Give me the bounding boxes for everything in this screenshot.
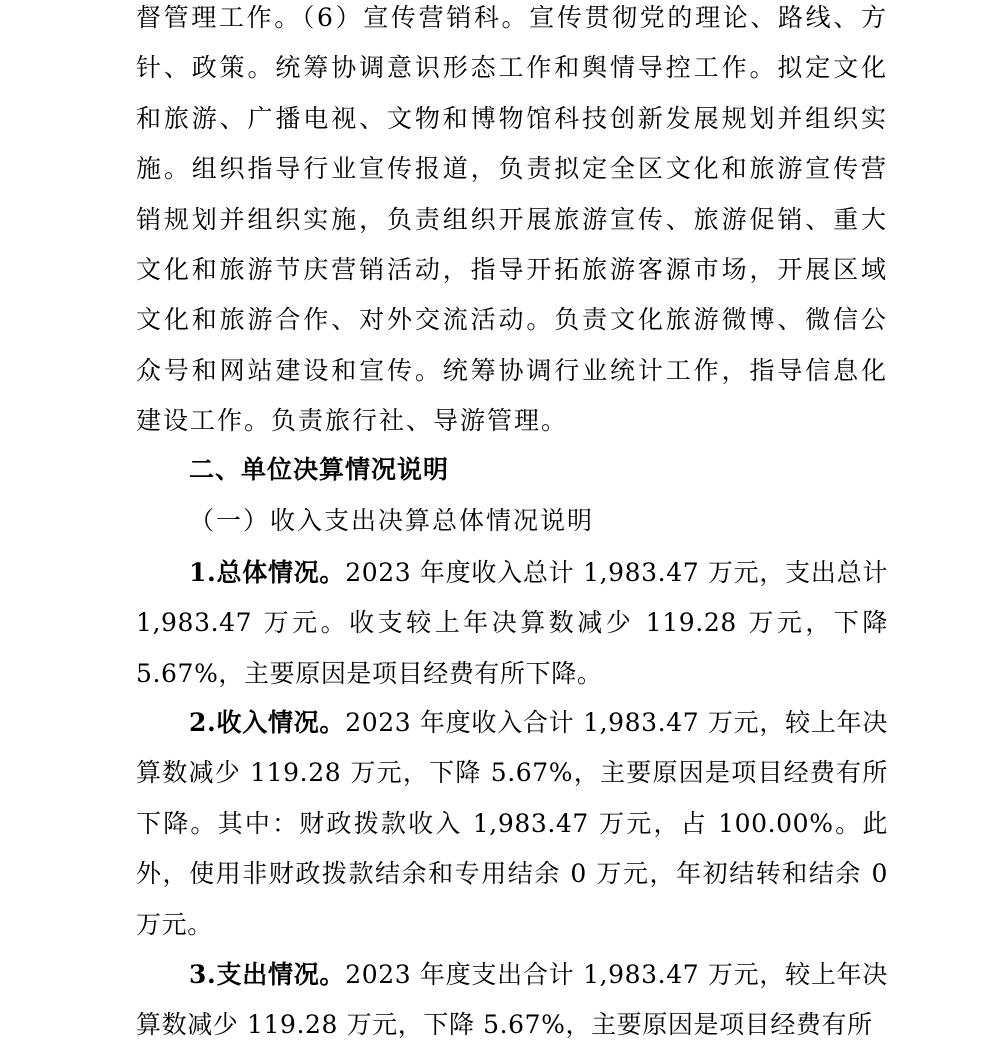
paragraph-body: 2023 年度收入合计 1,983.47 万元，较上年决算数减少 119.28 万元，下降 5.67%，主要原因是项目经费有所下降。其中：财政拨款收入 1,983.47 万元，占 100.00%。此外，使用非财政拨款结余和专用结余 0 万元，年初结转和结余 0 万元。: [136, 708, 888, 939]
paragraph-lead: 3.支出情况。: [189, 960, 346, 989]
paragraph-body: 2023 年度收入总计 1,983.47 万元，支出总计 1,983.47 万元。收支较上年决算数减少 119.28 万元，下降 5.67%，主要原因是项目经费有所下降。: [136, 558, 888, 688]
paragraph-overall: [136, 548, 888, 699]
paragraph-expenditure: [136, 950, 888, 1051]
paragraph-body: 2023 年度支出合计 1,983.47 万元，较上年决算数减少 119.28 万元，下降 5.67%，主要原因是项目经费有所: [136, 960, 888, 1040]
paragraph-income: [136, 698, 888, 950]
paragraph-lead: 2.收入情况。: [189, 708, 346, 737]
paragraph-lead: 1.总体情况。: [189, 558, 346, 587]
section-heading: 二、单位决算情况说明: [189, 455, 450, 484]
subsection-heading: （一）收入支出决算总体情况说明: [189, 506, 595, 535]
paragraph-duties-continued: 督管理工作。（6）宣传营销科。宣传贯彻党的理论、路线、方针、政策。统筹协调意识形态工作和舆情导控工作。拟定文化和旅游、广播电视、文物和博物馆科技创新发展规划并组织实施。组织指导行业宣传报道，负责拟定全区文化和旅游宣传营销规划并组织实施，负责组织开展旅游宣传、旅游促销、重大文化和旅游节庆营销活动，指导开拓旅游客源市场，开展区域文化和旅游合作、对外交流活动。负责文化旅游微博、微信公众号和网站建设和宣传。统筹协调行业统计工作，指导信息化建设工作。负责旅行社、导游管理。: [136, 3, 888, 436]
